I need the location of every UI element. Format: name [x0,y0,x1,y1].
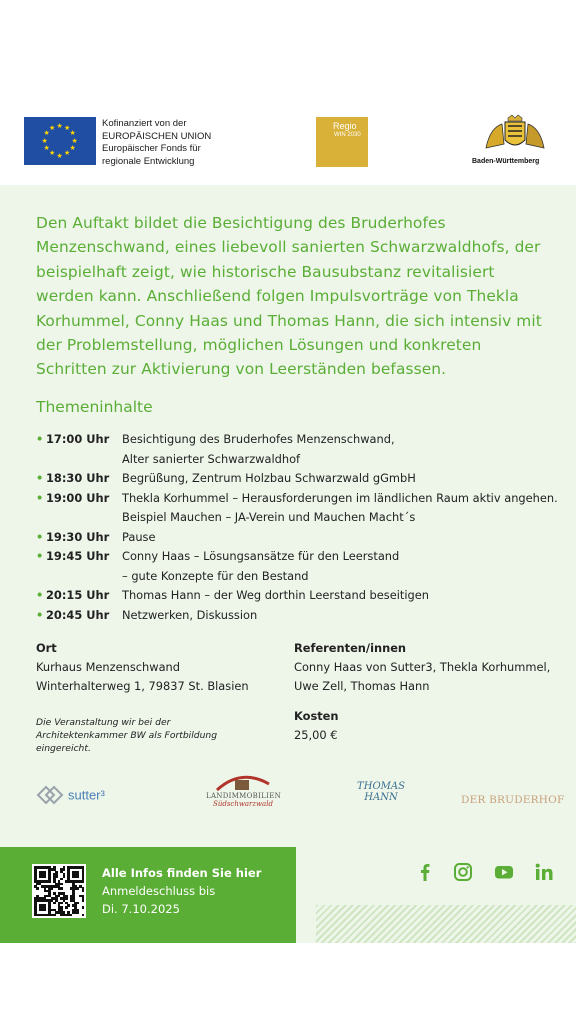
eu-star-icon: ★ [64,123,71,132]
eu-star-icon: ★ [43,144,50,152]
eu-star-icon: ★ [56,121,63,130]
qr-module [77,887,80,890]
bullet-icon: • [36,529,44,544]
bullet-icon: • [36,607,44,622]
qr-module [65,897,68,900]
qr-module [70,914,73,917]
sutter-logo[interactable] [36,784,105,806]
bw-label: Baden-Württemberg [472,158,540,165]
themen-heading: Themeninhalte [36,398,153,416]
schedule-item [36,606,576,626]
qr-module [60,878,63,881]
regio-logo-subtext: WIN 2030 [334,132,361,138]
qr-module [55,876,58,879]
thomas-hann-line-2: HANN [364,792,398,803]
qr-module [48,880,51,883]
qr-module [60,902,63,905]
ort-address: Winterhalterweg 1, 79837 St. Blasien [36,679,249,693]
qr-module [51,887,54,890]
footer-info-title: Alle Infos finden Sie hier [102,866,262,880]
schedule-item [36,528,576,548]
schedule-list [36,430,576,625]
youtube-icon[interactable] [493,861,515,883]
landimmobilien-logo[interactable] [206,770,280,808]
ort-label: Ort [36,641,57,655]
eu-line-3: Europäischer Fonds für [102,143,201,154]
bullet-icon: • [36,471,44,485]
schedule-time: 18:30 Uhr [46,471,110,485]
qr-module [82,899,85,902]
eu-star-icon: ★ [43,129,50,137]
schedule-time: 20:45 Uhr [46,607,110,622]
schedule-description: Alter sanierter Schwarzwaldhof [122,451,301,466]
landimmobilien-region: Südschwarzwald [213,800,273,808]
qr-module [60,887,63,890]
eu-star-icon: ★ [41,136,48,145]
qr-module [82,890,85,893]
bullet-icon: • [36,432,44,446]
instagram-icon[interactable] [452,861,474,883]
schedule-description: Begrüßung, Zentrum Holzbau Schwarzwald gGmbH [122,471,416,485]
footer-deadline-date: Di. 7.10.2025 [102,902,180,916]
qr-module [44,909,47,912]
bullet-icon: • [36,549,44,563]
eu-line-4: regionale Entwicklung [102,155,195,167]
qr-module [44,876,47,879]
schedule-description: – gute Konzepte für den Bestand [122,568,309,583]
qr-module [82,914,85,917]
schedule-item [36,489,576,528]
schedule-description: Thekla Korhummel – Herausforderungen im ländlichen Raum aktiv angehen. [122,490,558,505]
schedule-item [36,547,576,586]
bruderhof-logo[interactable]: DER BRUDERHOF [461,794,565,806]
schedule-time: 19:45 Uhr [46,549,110,563]
referenten-line-1: Conny Haas von Sutter3, Thekla Korhummel, [294,660,551,674]
kosten-value: 25,00 € [294,728,338,742]
qr-module [60,883,63,886]
referenten-line-2: Uwe Zell, Thomas Hann [294,679,430,693]
qr-module [77,911,80,914]
qr-module [77,902,80,905]
bullet-icon: • [36,490,44,505]
schedule-description: Netzwerken, Diskussion [122,607,258,622]
schedule-description: Thomas Hann – der Weg dorthin Leerstand beseitigen [122,588,429,602]
qr-module [82,906,85,909]
qr-module [63,868,66,871]
schedule-description: Conny Haas – Lösungsansätze für den Leerstand [122,549,400,563]
qr-module [82,880,85,883]
sutter-mark-icon [36,784,64,806]
eu-star-icon: ★ [71,136,78,145]
bw-crest-logo [480,114,550,154]
qr-module [36,887,39,890]
schedule-time: 19:30 Uhr [46,529,110,544]
thomas-hann-logo[interactable] [356,781,406,803]
landimmobilien-name: LANDIMMOBILIEN [206,792,282,800]
eu-funding-text [102,118,211,168]
schedule-time: 19:00 Uhr [46,490,110,505]
bottom-blank-area [0,943,576,1024]
qr-module [67,904,70,907]
qr-module [63,876,66,879]
schedule-item [36,430,576,469]
schedule-description: Besichtigung des Bruderhofes Menzenschwand, [122,432,395,446]
ort-venue: Kurhaus Menzenschwand [36,660,181,674]
bullet-icon: • [36,588,44,602]
linkedin-icon[interactable] [533,861,555,883]
referenten-label: Referenten/innen [294,641,407,655]
qr-module [77,876,80,879]
schedule-description: Pause [122,529,156,544]
regio-logo-text: Regio [333,121,357,131]
decorative-stripes [316,905,576,943]
thomas-hann-line-1: THOMAS [357,781,405,792]
sutter-logo-text: sutter³ [68,787,105,803]
schedule-item [36,469,576,489]
kosten-label: Kosten [294,709,339,723]
footer-deadline-label: Anmeldeschluss bis [102,884,216,898]
schedule-time: 20:15 Uhr [46,588,110,602]
facebook-icon[interactable] [414,861,436,883]
intro-paragraph: Den Auftakt bildet die Besichtigung des Bruderhofes Menzenschwand, eines liebevoll sanierten Schwarzwaldhofs, der beispielhaft zeigt, wie historische Bausubstanz revitalisiert werden kann. Anschließend folgen Impulsvorträge von Thekla Korhummel, Conny Haas und Thomas Hann, die sich intensiv mit der Problemstellung, möglichen Lösungen und konkreten Schritten zur Aktivierung von Leerständen befassen. [36,214,542,379]
eu-line-2: EUROPÄISCHEN UNION [102,130,212,142]
eu-star-icon: ★ [56,151,63,160]
schedule-time: 17:00 Uhr [46,432,110,446]
eu-star-icon: ★ [69,144,76,152]
eu-line-1: Kofinanziert von der [102,118,187,129]
qr-module [65,906,68,909]
accreditation-note: Die Veranstaltung wir bei der Architektenkammer BW als Fortbildung eingereicht. [36,717,218,754]
eu-star-icon: ★ [69,129,76,137]
eu-star-icon: ★ [49,123,56,132]
eu-star-icon: ★ [49,149,56,158]
qr-module [53,902,56,905]
qr-module [53,914,56,917]
schedule-description: Beispiel Mauchen – JA-Verein und Mauchen Macht´s [122,510,416,524]
eu-flag-logo [24,117,96,165]
house-roof-icon [213,770,273,792]
schedule-item [36,586,576,606]
eu-star-icon: ★ [64,149,71,158]
qr-code[interactable] [32,864,86,918]
